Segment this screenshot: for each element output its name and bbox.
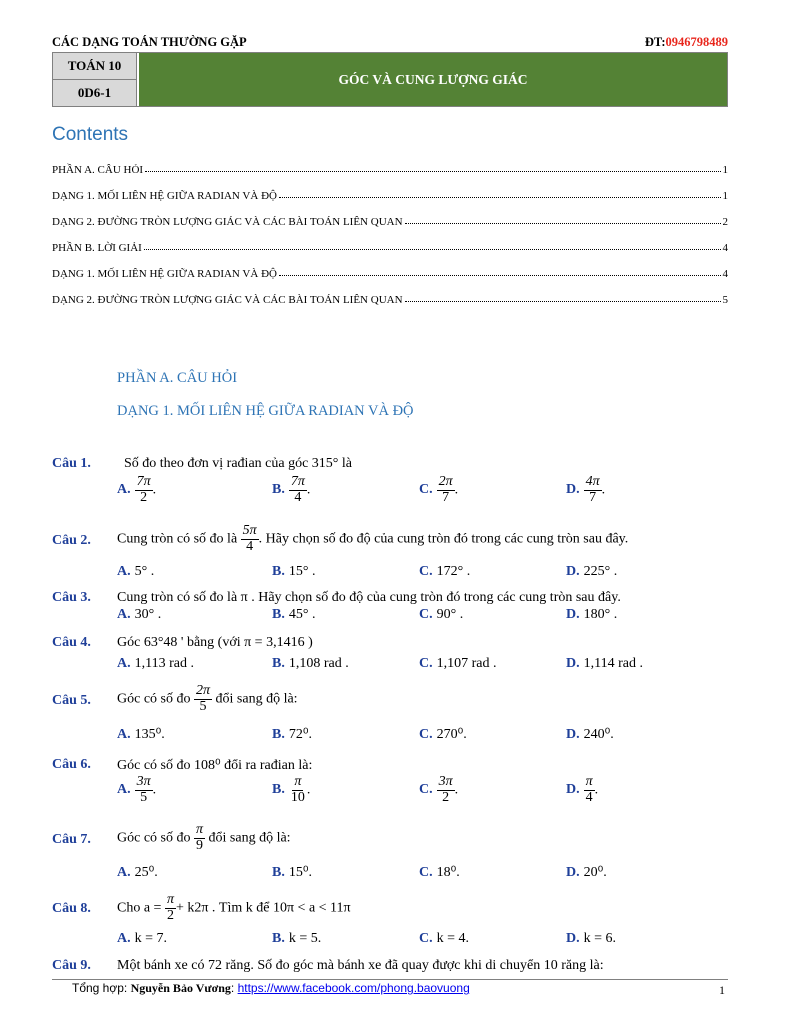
question-number: Câu 1. — [52, 456, 91, 471]
option-d[interactable]: D. $\frac{4\pi}{7}$ . — [566, 474, 606, 505]
toc-heading: Contents — [52, 124, 129, 145]
question-stem: Góc có số đo 108⁰ đổi ra rađian là: — [117, 758, 313, 773]
toc-entry[interactable]: DẠNG 2. ĐƯỜNG TRÒN LƯỢNG GIÁC VÀ CÁC BÀI TOÁN LIÊN QUAN 2 — [52, 216, 728, 228]
question-number: Câu 2. — [52, 533, 91, 548]
question-stem: Cung tròn có số đo là π . Hãy chọn số đo độ của cung tròn đó trong các cung tròn sau đây. — [117, 590, 621, 605]
option-c[interactable]: C. $\frac{3\pi}{2}$ . — [419, 774, 459, 805]
author-name: Nguyễn Bảo Vương — [130, 981, 231, 995]
option-c[interactable]: C. 18⁰. — [419, 865, 460, 880]
option-d[interactable]: D. k = 6. — [566, 931, 617, 946]
option-b[interactable]: B. $\frac{7\pi}{4}$ . — [272, 474, 311, 505]
option-a[interactable]: A. 5° . — [117, 564, 155, 579]
toc-entry[interactable]: PHẦN A. CÂU HỎI 1 — [52, 164, 728, 176]
banner-codes — [53, 53, 137, 106]
header-title: CÁC DẠNG TOÁN THƯỜNG GẶP — [52, 35, 247, 49]
chapter-title: GÓC VÀ CUNG LƯỢNG GIÁC — [139, 53, 727, 106]
option-b[interactable]: B. 45° . — [272, 607, 316, 622]
option-a[interactable]: A. 25⁰. — [117, 865, 158, 880]
option-c[interactable]: C. $\frac{2\pi}{7}$ . — [419, 474, 459, 505]
question-stem: Cung tròn có số đo là $\frac{5\pi}{4}$ . Hãy chọn số đo độ của cung tròn đó trong các cung tròn sau đây. — [117, 523, 629, 554]
question-number: Câu 5. — [52, 693, 91, 708]
option-d[interactable]: D. 240⁰. — [566, 727, 614, 742]
footer-credit: Tổng hợp: Nguyễn Bảo Vương: https://www.facebook.com/phong.baovuong — [72, 981, 470, 995]
toc-entry[interactable]: DẠNG 2. ĐƯỜNG TRÒN LƯỢNG GIÁC VÀ CÁC BÀI TOÁN LIÊN QUAN 5 — [52, 294, 728, 306]
option-c[interactable]: C. 90° . — [419, 607, 464, 622]
option-d[interactable]: D. 225° . — [566, 564, 618, 579]
question-stem: Một bánh xe có 72 răng. Số đo góc mà bánh xe đã quay được khi di chuyển 10 răng là: — [117, 958, 604, 973]
question-number: Câu 3. — [52, 590, 91, 605]
option-b[interactable]: B. 15⁰. — [272, 865, 312, 880]
option-b[interactable]: B. k = 5. — [272, 931, 322, 946]
toc-entry[interactable]: PHẦN B. LỜI GIẢI 4 — [52, 242, 728, 254]
page-number: 1 — [719, 983, 725, 997]
facebook-link[interactable]: https://www.facebook.com/phong.baovuong — [237, 981, 470, 995]
question-number: Câu 9. — [52, 958, 91, 973]
question-stem: Góc có số đo $\frac{\pi}{9}$ đổi sang độ là: — [117, 822, 291, 853]
lesson-code: 0D6-1 — [77, 85, 112, 100]
table-of-contents — [52, 150, 728, 306]
option-d[interactable]: D. 1,114 rad . — [566, 656, 643, 671]
option-c[interactable]: C. 270⁰. — [419, 727, 467, 742]
option-d[interactable]: D. 20⁰. — [566, 865, 607, 880]
header-phone: ĐT:0946798489 — [644, 35, 728, 49]
option-b[interactable]: B. $\frac{\pi}{10}$ . — [272, 774, 311, 805]
option-b[interactable]: B. 1,108 rad . — [272, 656, 349, 671]
option-b[interactable]: B. 72⁰. — [272, 727, 312, 742]
chapter-banner — [52, 52, 728, 107]
option-c[interactable]: C. 1,107 rad . — [419, 656, 497, 671]
option-a[interactable]: A. k = 7. — [117, 931, 168, 946]
option-c[interactable]: C. k = 4. — [419, 931, 470, 946]
option-d[interactable]: D. $\frac{\pi}{4}$ . — [566, 774, 599, 805]
option-a[interactable]: A. $\frac{3\pi}{5}$ . — [117, 774, 157, 805]
subject-code: TOÁN 10 — [53, 53, 136, 80]
question-stem: Số đo theo đơn vị rađian của góc 315° là — [124, 456, 353, 471]
question-stem: Cho a = $\frac{\pi}{2}$ + k2π . Tìm k để 10π < a < 11π — [117, 892, 351, 923]
option-a[interactable]: A. 1,113 rad . — [117, 656, 194, 671]
toc-entry[interactable]: DẠNG 1. MỐI LIÊN HỆ GIỮA RADIAN VÀ ĐỘ 4 — [52, 268, 728, 280]
option-a[interactable]: A. $\frac{7\pi}{2}$ . — [117, 474, 157, 505]
option-d[interactable]: D. 180° . — [566, 607, 618, 622]
question-number: Câu 4. — [52, 635, 91, 650]
toc-entry[interactable]: DẠNG 1. MỐI LIÊN HỆ GIỮA RADIAN VÀ ĐỘ 1 — [52, 190, 728, 202]
option-a[interactable]: A. 30° . — [117, 607, 162, 622]
question-stem: Góc có số đo $\frac{2\pi}{5}$ đổi sang độ là: — [117, 683, 298, 714]
option-a[interactable]: A. 135⁰. — [117, 727, 165, 742]
option-b[interactable]: B. 15° . — [272, 564, 316, 579]
page-header — [52, 35, 728, 51]
option-c[interactable]: C. 172° . — [419, 564, 471, 579]
question-number: Câu 7. — [52, 832, 91, 847]
question-number: Câu 8. — [52, 901, 91, 916]
section-heading-part-a: PHẦN A. CÂU HỎI — [117, 370, 238, 386]
question-stem: Góc 63°48 ' bằng (với π = 3,1416 ) — [117, 635, 313, 650]
section-heading-dang1: DẠNG 1. MỐI LIÊN HỆ GIỮA RADIAN VÀ ĐỘ — [117, 403, 414, 419]
footer-divider — [52, 979, 728, 980]
question-number: Câu 6. — [52, 757, 91, 772]
